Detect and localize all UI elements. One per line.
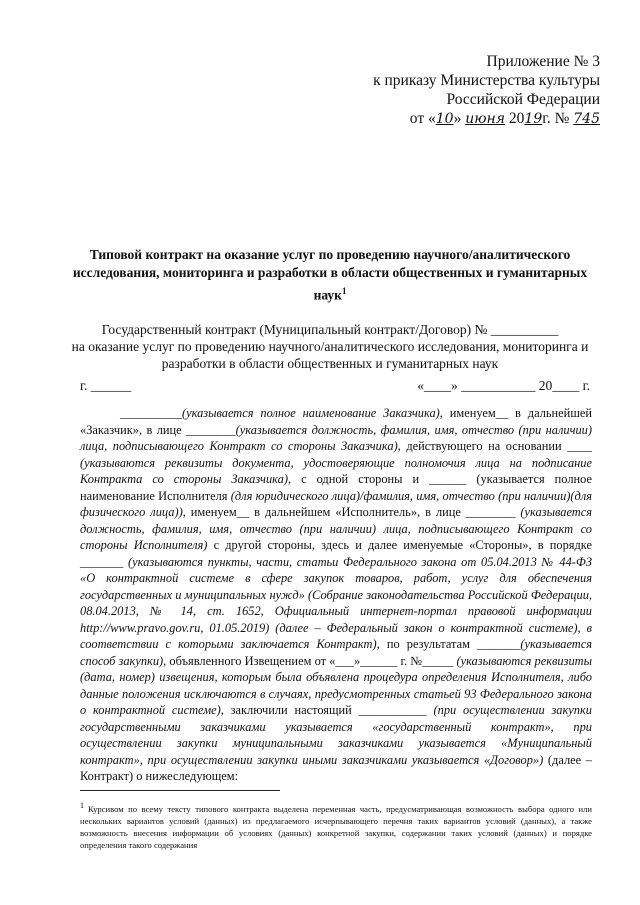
body-s8: (для юридического лица)/фамилия, имя, отчество (при наличии)(для физического лица)) <box>80 488 592 519</box>
body-s17: , заключили настоящий ___________ <box>220 703 434 717</box>
body-s9: , именуем__ в дальнейшем «Исполнитель», в лице ________ <box>182 505 521 519</box>
body-s2: (указывается полное наименование Заказчика) <box>181 406 440 420</box>
handwritten-year: 19 <box>524 111 543 127</box>
contract-heading-line3: разработки в области общественных и гуманитарных наук <box>161 356 499 371</box>
footnote-mark: 1 <box>80 801 84 810</box>
body-s7: , с одной стороны и ______ (указывается полное наименование Исполнителя <box>80 472 593 503</box>
body-s4: (указывается должность, фамилия, имя, отчество (при наличии) лица, подписывающего Контракт со стороны Заказчика) <box>80 422 592 453</box>
preamble-paragraph <box>80 405 592 785</box>
contract-heading-line2: на оказание услуг по проведению научного/аналитического исследования, мониторинга и <box>71 339 589 354</box>
body-s18: (при осуществлении закупки государственными заказчиками указывается «государственный контракт», при осуществлении закупки муниципальными заказчиками указывается «Муниципальный контракт», при осуществлении закупки иными заказчиками указывается «Договор») <box>80 703 592 767</box>
body-s12: (указываются пункты, части, статьи Федерального закона от 05.04.2013 № 44-ФЗ «О контрактной системе в сфере закупок товаров, работ, услуг для обеспечения государственных и муниципальных нужд» (Собрание законодательства Российской Федерации, 08.04.2013, № 14, ст. 1652, Официальный интернет-портал правовой информации http://www.pravo.gov.ru, 01.05.2019) (далее – Федеральный закон о контрактной системе), в соответствии с которыми заключается Контракт) <box>80 554 592 651</box>
document-title <box>60 246 600 305</box>
appendix-number: Приложение № 3 <box>486 53 600 70</box>
year-prefix: 20 <box>505 110 525 127</box>
footnote-divider <box>80 790 280 791</box>
date-mid: » <box>453 110 466 127</box>
appendix-order: к приказу Министерства культуры <box>373 72 600 89</box>
body-s15: , объявленного Извещением от «___»______ г. №_____ <box>163 653 457 668</box>
place-field: г. ______ <box>80 378 132 393</box>
body-s11: с другой стороны, здесь и далее именуемые «Стороны», в порядке _______ <box>80 538 592 569</box>
title-text: Типовой контракт на оказание услуг по проведению научного/аналитического исследования, мониторинга и разработки в области общественных и гуманитарных наук <box>72 247 588 303</box>
body-s5: , действующего на основании ____ <box>397 439 593 453</box>
handwritten-month: июня <box>465 111 506 127</box>
appendix-federation: Российской Федерации <box>446 91 600 108</box>
body-s1: __________ <box>120 406 182 420</box>
body-s6: (указываются реквизиты документа, удостоверяющие полномочия лица на подписание Контракта со стороны Заказчика) <box>80 455 592 486</box>
handwritten-day: 10 <box>435 111 454 127</box>
body-s13: , по результатам _______ <box>376 637 521 651</box>
body-s19: (далее – Контракт) о нижеследующем: <box>80 752 592 783</box>
body-s3: , именуем__ в дальнейшей «Заказчик», в лице ________ <box>80 406 592 437</box>
footnote-text: Курсивом по всему тексту типового контракта выделена переменная часть, предусматривающая возможность выбора одного или нескольких вариантов условий (данных) из предлагаемого исчерпывающего перечня таких вариантов условий (данных), а также возможность внесения информации об условиях (данных) конкретной закупки, содержании таких условий (данных) и порядке определения такого содержания <box>80 803 592 850</box>
appendix-date-line <box>373 109 600 129</box>
date-field: «____» ___________ 20____ г. <box>417 378 590 393</box>
contract-heading-line1: Государственный контракт (Муниципальный контракт/Договор) № __________ <box>101 322 559 337</box>
date-prefix: от « <box>409 110 436 127</box>
body-s10: (указывается должность, фамилия, имя, отчество (при наличии) лица, подписывающего Контракт со стороны Исполнителя) <box>80 505 592 552</box>
handwritten-number: 745 <box>573 111 600 127</box>
number-prefix: г. № <box>542 110 574 127</box>
contract-heading <box>60 321 600 372</box>
body-s14: (указывается способ закупки) <box>80 637 592 668</box>
footnote-ref: 1 <box>341 286 347 296</box>
footnote <box>80 800 592 851</box>
appendix-header <box>373 52 600 129</box>
body-s16: (указываются реквизиты (дата, номер) извещения, которым была объявлена процедура определения Исполнителя, либо данные положения исключаются в случаях, предусмотренных статьей 93 Федерального закона о контрактной системе) <box>80 653 592 717</box>
